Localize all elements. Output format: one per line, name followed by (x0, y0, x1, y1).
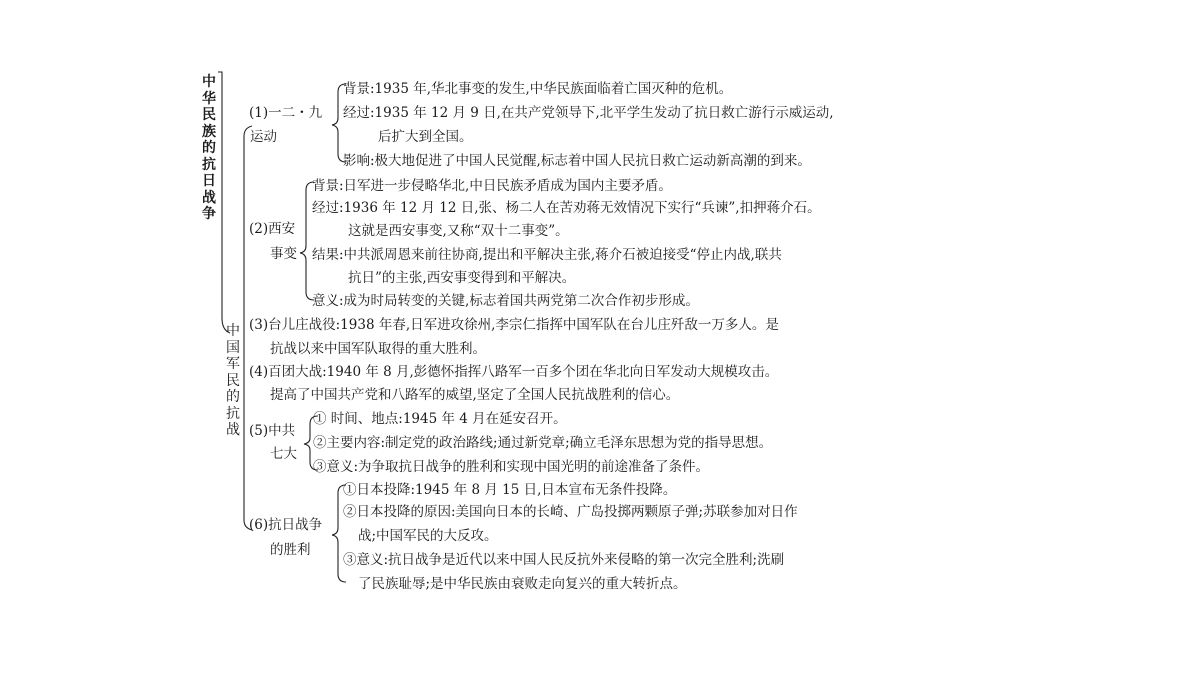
s1-process: 经过:1935 年 12 月 9 日,在共产党领导下,北平学生发动了抗日救亡游行示威运动, (343, 105, 834, 121)
s1-influence: 影响:极大地促进了中国人民觉醒,标志着中国人民抗日救亡运动新高潮的到来。 (343, 153, 811, 169)
s6-label-cont: 的胜利 (270, 542, 311, 558)
s5-point-2: ②主要内容:制定党的政治路线;通过新党章;确立毛泽东思想为党的指导思想。 (313, 435, 773, 451)
s6-point-2: ②日本投降的原因:美国向日本的长崎、广岛投掷两颗原子弹;苏联参加对日作 (343, 504, 798, 520)
s5-label: (5)中共 (249, 423, 296, 439)
s2-background: 背景:日军进一步侵略华北,中日民族矛盾成为国内主要矛盾。 (312, 178, 672, 194)
branch-title: 中国军民的抗战 (226, 323, 240, 438)
s5-point-3: ③意义:为争取抗日战争的胜利和实现中国光明的前途准备了条件。 (313, 459, 710, 475)
s2-significance: 意义:成为时局转变的关键,标志着国共两党第二次合作初步形成。 (312, 293, 699, 309)
s3-line-cont: 抗战以来中国军队取得的重大胜利。 (270, 341, 486, 357)
s2-result: 结果:中共派周恩来前往协商,提出和平解决主张,蒋介石被迫接受“停止内战,联共 (312, 247, 782, 263)
s3-line: (3)台儿庄战役:1938 年春,日军进攻徐州,李宗仁指挥中国军队在台儿庄歼敌一万多人。是 (249, 317, 779, 333)
s2-label-cont: 事变 (270, 246, 297, 262)
s6-label: (6)抗日战争 (249, 517, 323, 533)
s6-point-3-cont: 了民族耻辱;是中华民族由衰败走向复兴的重大转折点。 (358, 576, 687, 592)
s2-process-cont: 这就是西安事变,又称“双十二事变”。 (348, 223, 569, 239)
s2-label: (2)西安 (249, 221, 296, 237)
s6-point-1: ①日本投降:1945 年 8 月 15 日,日本宣布无条件投降。 (343, 482, 677, 498)
s1-label-cont: 运动 (250, 129, 277, 145)
s1-label: (1)一二・九 (249, 105, 323, 121)
s1-background: 背景:1935 年,华北事变的发生,中华民族面临着亡国灭种的危机。 (343, 81, 733, 97)
s4-line: (4)百团大战:1940 年 8 月,彭德怀指挥八路军一百多个团在华北向日军发动大规模攻击。 (249, 364, 779, 380)
root-bracket (218, 72, 230, 333)
s4-line-cont: 提高了中国共产党和八路军的威望,坚定了全国人民抗战胜利的信心。 (270, 387, 680, 403)
s5-label-cont: 七大 (270, 446, 297, 462)
root-title: 中华民族的抗日战争 (202, 74, 216, 222)
s6-point-3: ③意义:抗日战争是近代以来中国人民反抗外来侵略的第一次完全胜利;洗刷 (343, 552, 785, 568)
s6-point-2-cont: 战;中国军民的大反攻。 (358, 528, 498, 544)
s2-result-cont: 抗日”的主张,西安事变得到和平解决。 (348, 270, 576, 286)
s2-process: 经过:1936 年 12 月 12 日,张、杨二人在苦劝蒋无效情况下实行“兵谏”,扣押蒋介石。 (312, 200, 821, 216)
s5-point-1: ① 时间、地点:1945 年 4 月在延安召开。 (313, 411, 567, 427)
s1-process-cont: 后扩大到全国。 (378, 129, 473, 145)
